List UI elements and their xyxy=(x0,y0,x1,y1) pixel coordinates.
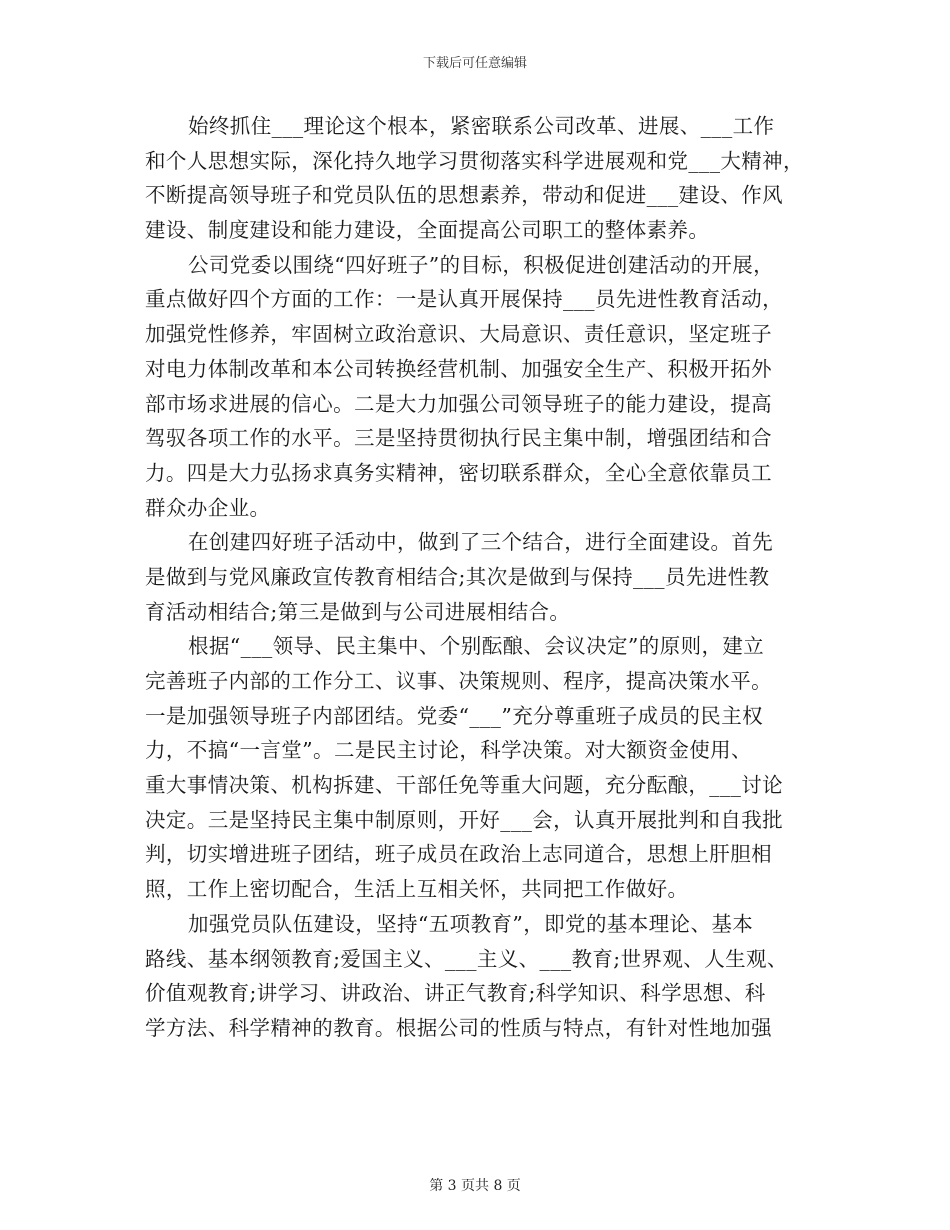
paragraph-line: 对电力体制改革和本公司转换经营机制、加强安全生产、积极开拓外 xyxy=(145,356,772,381)
paragraph-line: 学方法、科学精神的教育。根据公司的性质与特点，有针对性地加强 xyxy=(145,1015,772,1040)
paragraph-line: 部市场求进展的信心。二是大力加强公司领导班子的能力建设，提高 xyxy=(145,391,772,416)
page-header-note: 下载后可任意编辑 xyxy=(422,56,527,71)
paragraph-line: 不断提高领导班子和党员队伍的思想素养，带动和促进___建设、作风 xyxy=(145,183,784,208)
paragraph-first-line: 公司党委以围绕“四好班子”的目标，积极促进创建活动的开展， xyxy=(188,252,775,277)
paragraph-line: 和个人思想实际，深化持久地学习贯彻落实科学进展观和党___大精神， xyxy=(145,148,804,173)
paragraph-line: 重点做好四个方面的工作：一是认真开展保持___员先进性教育活动， xyxy=(145,287,784,312)
paragraph-line: 力，不搞“一言堂”。二是民主讨论，科学决策。对大额资金使用、 xyxy=(145,738,752,763)
paragraph-line: 一是加强领导班子内部团结。党委“___”充分尊重班子成员的民主权 xyxy=(145,703,764,728)
paragraph-first-line: 在创建四好班子活动中，做到了三个结合，进行全面建设。首先 xyxy=(188,530,774,555)
paragraph-line: 决定。三是坚持民主集中制原则，开好___会，认真开展批判和自我批 xyxy=(145,807,784,832)
paragraph-line: 照，工作上密切配合，生活上互相关怀，共同把工作做好。 xyxy=(145,877,689,902)
paragraph-line: 判，切实增进班子团结，班子成员在政治上志同道合，思想上肝胆相 xyxy=(145,842,772,867)
paragraph-line: 群众办企业。 xyxy=(145,495,271,520)
paragraph-line: 加强党性修养，牢固树立政治意识、大局意识、责任意识，坚定班子 xyxy=(145,322,772,347)
paragraph-first-line: 始终抓住___理论这个根本，紧密联系公司改革、进展、___工作 xyxy=(188,114,775,138)
paragraph-line: 重大事情决策、机构拆建、干部任免等重大问题，充分酝酿，___讨论 xyxy=(145,773,784,798)
paragraph-line: 力。四是大力弘扬求真务实精神，密切联系群众，全心全意依靠员工 xyxy=(145,460,772,485)
paragraph-line: 建设、制度建设和能力建设，全面提高公司职工的整体素养。 xyxy=(145,218,710,243)
paragraph-line: 是做到与党风廉政宣传教育相结合;其次是做到与保持___员先进性教 xyxy=(145,564,770,589)
page-number-indicator: 第 3 页共 8 页 xyxy=(429,1178,521,1194)
document-body xyxy=(145,109,805,1046)
paragraph-first-line: 根据“___领导、民主集中、个别酝酿、会议决定”的原则，建立 xyxy=(188,634,765,659)
paragraph-line: 完善班子内部的工作分工、议事、决策规则、程序，提高决策水平。 xyxy=(145,669,772,693)
paragraph-line: 路线、基本纲领教育;爱国主义、___主义、___教育;世界观、人生观、 xyxy=(145,946,788,971)
paragraph-first-line: 加强党员队伍建设，坚持“五项教育”，即党的基本理论、基本 xyxy=(188,911,754,936)
paragraph-line: 价值观教育;讲学习、讲政治、讲正气教育;科学知识、科学思想、科 xyxy=(145,981,766,1006)
paragraph-line: 育活动相结合;第三是做到与公司进展相结合。 xyxy=(145,599,571,624)
paragraph-line: 驾驭各项工作的水平。三是坚持贯彻执行民主集中制，增强团结和合 xyxy=(145,426,772,451)
